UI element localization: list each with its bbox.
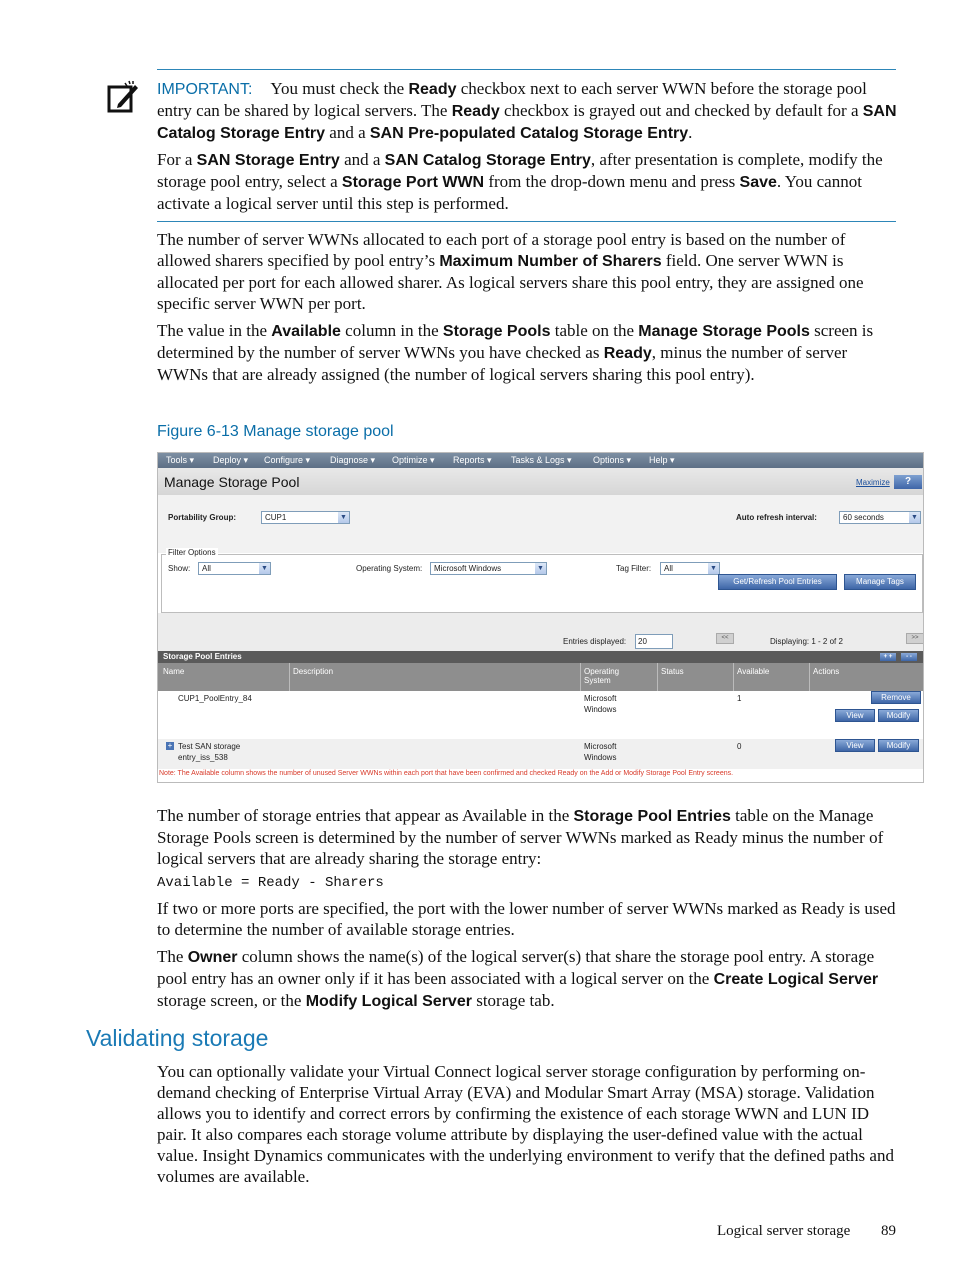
row-name: Test SAN storage entry_iss_538: [178, 742, 241, 762]
maximize-link[interactable]: Maximize: [856, 478, 890, 487]
paragraph-validating-storage: [157, 1061, 899, 1187]
text-run: table on the: [550, 321, 639, 340]
text-run: The value in the: [157, 321, 272, 340]
get-refresh-pool-entries-button[interactable]: Get/Refresh Pool Entries: [718, 574, 837, 590]
text-run: from the drop-down menu and press: [484, 172, 740, 191]
chevron-down-icon: ▼: [708, 563, 719, 574]
row-available: 1: [737, 694, 742, 703]
bold-term: Create Logical Server: [713, 971, 879, 988]
column-header-status[interactable]: Status: [661, 667, 684, 676]
text-run: storage tab.: [471, 991, 555, 1010]
paragraph-wwn-allocation: [157, 229, 899, 314]
table-note: Note: The Available column shows the number of unused Server WWNs within each port that have been confirmed and checked Ready on the Add or Modify Storage Pool Entry screens.: [159, 770, 734, 777]
modify-button[interactable]: Modify: [878, 709, 919, 722]
menu-optimize[interactable]: Optimize ▾: [392, 455, 435, 465]
section-heading-validating-storage: Validating storage: [86, 1025, 269, 1051]
bold-term: Ready: [451, 103, 500, 120]
remove-button[interactable]: Remove: [871, 691, 921, 704]
text-run: . You cannot activate a logical server until this step is performed.: [157, 172, 862, 213]
bold-term: Owner: [187, 949, 238, 966]
storage-pool-entries-title: Storage Pool Entries: [163, 652, 242, 661]
paragraph-storage-entries: [157, 805, 899, 869]
title-bar: [158, 468, 923, 496]
important-label: IMPORTANT:: [157, 81, 253, 98]
column-separator: [580, 663, 581, 691]
bold-term: Ready: [408, 81, 457, 98]
column-header-actions[interactable]: Actions: [813, 667, 840, 676]
bold-term: SAN Catalog Storage Entry: [384, 152, 591, 169]
view-button[interactable]: View: [835, 709, 875, 722]
text-run: The: [157, 947, 188, 966]
column-separator: [733, 663, 734, 691]
show-select[interactable]: All ▼: [198, 562, 271, 575]
menu-tasks-logs[interactable]: Tasks & Logs ▾: [511, 455, 572, 465]
portability-group-select[interactable]: CUP1 ▼: [261, 511, 350, 524]
menu-help[interactable]: Help ▾: [649, 455, 675, 465]
important-pencil-icon: [106, 80, 140, 114]
text-run: and a: [339, 150, 385, 169]
text-run: The number of server WWNs allocated to each port of a storage pool entry is based on the number of allowed sharers specified by pool entry’s: [157, 230, 846, 270]
tag-filter-select[interactable]: All ▼: [660, 562, 720, 575]
auto-refresh-label: Auto refresh interval:: [736, 513, 817, 522]
column-separator: [809, 663, 810, 691]
paragraph-two-ports: [157, 898, 899, 940]
bold-term: Storage Port WWN: [341, 174, 485, 191]
table-row: [158, 691, 923, 740]
displaying-count: Displaying: 1 - 2 of 2: [770, 637, 843, 646]
previous-page-button[interactable]: <<: [716, 633, 734, 644]
operating-system-label: Operating System:: [356, 564, 423, 573]
footer-section-title: Logical server storage: [717, 1223, 851, 1239]
important-paragraph-2: [157, 149, 899, 214]
expand-row-icon[interactable]: +: [167, 741, 173, 750]
filter-options-legend: Filter Options: [168, 548, 216, 557]
text-run: , minus the number of server WWNs that are already assigned (the number of logical servers sharing this pool entry).: [157, 343, 848, 384]
show-label: Show:: [168, 564, 191, 573]
column-separator: [289, 663, 290, 691]
bold-term: Maximum Number of Sharers: [439, 253, 662, 270]
text-run: table on the Manage Storage Pools screen is determined by the number of server WWNs marked as Ready minus the number of logical servers that are already sharing the storage entry:: [157, 806, 884, 868]
row-name: CUP1_PoolEntry_84: [178, 694, 252, 703]
entries-displayed-input[interactable]: 20: [635, 634, 673, 649]
text-run: If two or more ports are specified, the port with the lower number of server WWNs marked as Ready is used to determine the number of available storage entries.: [157, 899, 896, 939]
text-run: , after presentation is complete, modify the storage pool entry, select a: [157, 150, 883, 191]
menu-deploy[interactable]: Deploy ▾: [213, 455, 249, 465]
text-run: checkbox is grayed out and checked by default for a: [499, 101, 863, 120]
chevron-down-icon: ▼: [259, 563, 270, 574]
bold-term: SAN Catalog Storage Entry: [157, 103, 897, 142]
bold-term: SAN Pre-populated Catalog Storage Entry: [369, 125, 689, 142]
column-header-name[interactable]: Name: [163, 667, 185, 676]
expand-all-button[interactable]: + +: [880, 653, 896, 661]
menu-options[interactable]: Options ▾: [593, 455, 632, 465]
view-button[interactable]: View: [835, 739, 875, 752]
text-run: checkbox next to each server WWN before the storage pool entry can be shared by logical servers. The: [157, 79, 867, 120]
row-operating-system: Microsoft Windows: [584, 742, 617, 762]
chevron-down-icon: ▼: [338, 512, 349, 523]
text-run: The number of storage entries that appear as Available in the: [157, 806, 574, 825]
footer-page-number: 89: [881, 1223, 896, 1239]
bold-term: Ready: [603, 345, 652, 362]
text-run: You can optionally validate your Virtual Connect logical server storage configuration by performing on-demand checking of Enterprise Virtual Array (EVA) and Modular Smart Array (MSA) storage. Validation allows you to identify and correct errors by confirming the existence of each storage WWN and LUN ID pair. It also compares each storage volume attribute by displaying the user-defined value with the actual value. Insight Dynamics communicates with the underlying environment to verify that the defined paths and volumes are available.: [157, 1062, 894, 1186]
bold-term: Storage Pool Entries: [573, 808, 731, 825]
text-run: For a: [157, 150, 197, 169]
text-run: You must check the: [270, 79, 409, 98]
text-run: column in the: [340, 321, 443, 340]
column-header-available[interactable]: Available: [737, 667, 770, 676]
row-operating-system: Microsoft Windows: [584, 694, 617, 714]
text-run: and a: [325, 123, 370, 142]
top-panel: [158, 495, 923, 553]
top-rule: [157, 69, 896, 70]
bold-term: Available: [271, 323, 341, 340]
modify-button[interactable]: Modify: [878, 739, 919, 752]
menu-diagnose[interactable]: Diagnose ▾: [330, 455, 376, 465]
collapse-all-button[interactable]: - -: [901, 653, 917, 661]
table-row: [158, 739, 923, 769]
important-paragraph-1: [157, 78, 899, 144]
text-run: column shows the name(s) of the logical server(s) that share the storage pool entry. A storage pool entry has an owner only if it has been associated with a logical server on the: [157, 947, 875, 988]
paragraph-available-column: [157, 320, 899, 385]
entries-displayed-label: Entries displayed:: [563, 637, 627, 646]
bold-term: Manage Storage Pools: [638, 323, 810, 340]
menu-reports[interactable]: Reports ▾: [453, 455, 492, 465]
column-header-description[interactable]: Description: [293, 667, 334, 676]
chevron-down-icon: ▼: [909, 512, 920, 523]
bold-term: Save: [739, 174, 777, 191]
manage-storage-pool-screenshot: [157, 452, 924, 783]
row-available: 0: [737, 742, 742, 751]
text-run: .: [688, 123, 693, 142]
menu-configure[interactable]: Configure ▾: [264, 455, 311, 465]
paragraph-owner-column: [157, 946, 899, 1012]
storage-pool-entries-header: [158, 651, 923, 663]
manage-tags-button[interactable]: Manage Tags: [844, 574, 916, 590]
operating-system-select[interactable]: Microsoft Windows ▼: [430, 562, 547, 575]
figure-caption: Figure 6-13 Manage storage pool: [157, 423, 394, 440]
menu-bar: [158, 453, 923, 468]
next-page-button[interactable]: >>: [906, 633, 924, 644]
bold-term: Storage Pools: [442, 323, 551, 340]
auto-refresh-select[interactable]: 60 seconds ▼: [839, 511, 921, 524]
tag-filter-label: Tag Filter:: [616, 564, 652, 573]
page-title: Manage Storage Pool: [164, 474, 300, 490]
formula-code: Available = Ready - Sharers: [157, 875, 384, 891]
text-run: screen is determined by the number of server WWNs you have checked as: [157, 321, 874, 362]
bold-term: SAN Storage Entry: [196, 152, 340, 169]
help-button[interactable]: ?: [894, 475, 922, 489]
chevron-down-icon: ▼: [535, 563, 546, 574]
important-bottom-rule: [157, 221, 896, 222]
column-separator: [657, 663, 658, 691]
portability-group-label: Portability Group:: [168, 513, 236, 522]
bold-term: Modify Logical Server: [305, 993, 472, 1010]
menu-tools[interactable]: Tools ▾: [166, 455, 195, 465]
column-header-operating-system[interactable]: Operating System: [584, 667, 620, 685]
text-run: field. One server WWN is allocated per port for each allowed sharer. As logical servers share this pool entry, they are assigned one specific server WWN per port.: [157, 251, 864, 313]
text-run: storage screen, or the: [157, 991, 306, 1010]
